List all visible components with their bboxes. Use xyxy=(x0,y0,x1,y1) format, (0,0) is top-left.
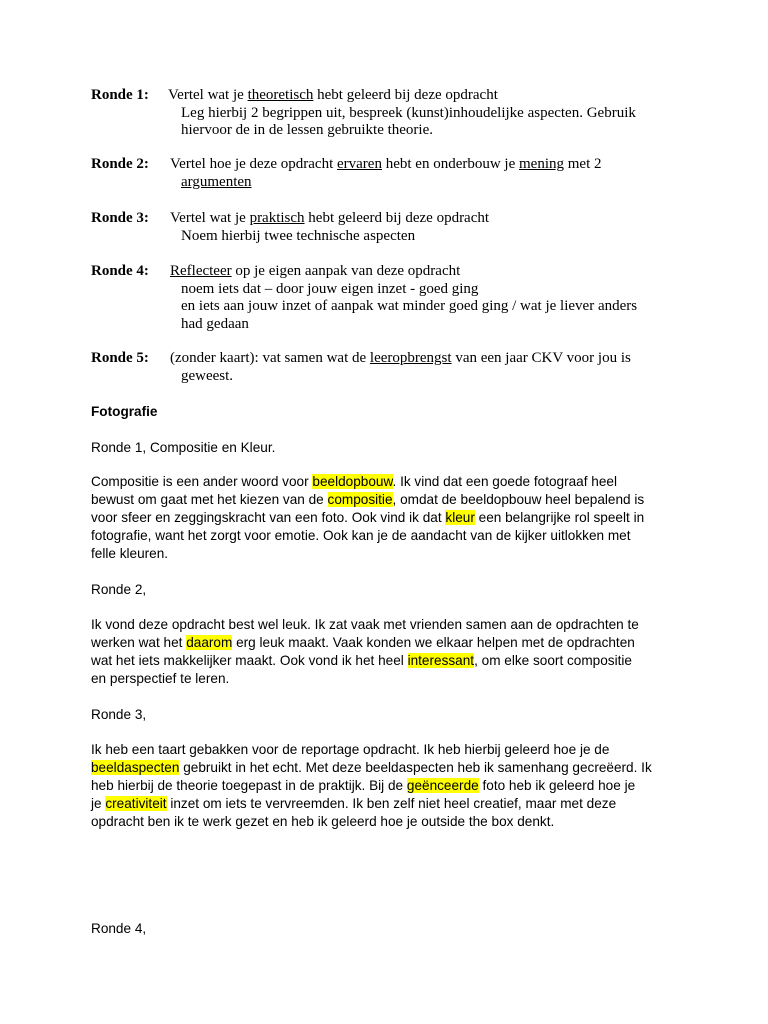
ronde-2-answer xyxy=(91,616,691,688)
ronde-description xyxy=(170,156,670,191)
highlighted-term: compositie xyxy=(327,492,393,507)
ronde-4-heading: Ronde 4, xyxy=(91,921,147,936)
ronde-1-heading: Ronde 1, Compositie en Kleur. xyxy=(91,440,276,455)
highlighted-term: geënceerde xyxy=(406,778,479,793)
ronde-label: Ronde 5: xyxy=(91,350,149,366)
answer-line: Ik vond deze opdracht best wel leuk. Ik zat vaak met vrienden samen aan de opdrachten te xyxy=(91,617,639,632)
answer-line: en perspectief te leren. xyxy=(91,671,230,686)
keyword: ervaren xyxy=(337,156,382,172)
ronde-1-block xyxy=(91,87,691,141)
ronde-line: Leg hierbij 2 begrippen uit, bespreek (kunst)inhoudelijke aspecten. Gebruik xyxy=(181,104,636,121)
ronde-line: en iets aan jouw inzet of aanpak wat minder goed ging / wat je liever anders xyxy=(181,298,638,314)
ronde-description xyxy=(170,350,670,385)
ronde-2-heading: Ronde 2, xyxy=(91,582,147,597)
ronde-label: Ronde 3: xyxy=(91,210,149,226)
answer-line: beeldaspecten gebruikt in het echt. Met deze beeldaspecten heb ik samenhang gecreëerd. Ik xyxy=(91,760,652,775)
ronde-description xyxy=(168,87,668,140)
keyword: argumenten xyxy=(181,173,252,190)
highlighted-term: beeldopbouw xyxy=(312,474,393,489)
ronde-line: noem iets dat – door jouw eigen inzet - goed ging xyxy=(181,280,479,297)
section-title: Fotografie xyxy=(91,404,158,419)
highlighted-term: daarom xyxy=(186,635,233,650)
ronde-line: Noem hierbij twee technische aspecten xyxy=(181,227,416,244)
ronde-line xyxy=(170,174,670,192)
keyword: Reflecteer xyxy=(170,263,232,279)
ronde-label: Ronde 2: xyxy=(91,156,149,172)
highlighted-term: creativiteit xyxy=(105,796,167,811)
answer-line: fotografie, want het zorgt voor emotie. Ook kan je de aandacht van de kijker uitlokken met xyxy=(91,528,631,543)
ronde-3-block xyxy=(91,210,691,246)
ronde-line: (zonder kaart): vat samen wat de leeropbrengst van een jaar CKV voor jou is xyxy=(170,350,631,366)
keyword: theoretisch xyxy=(247,87,314,103)
ronde-line: Vertel wat je theoretisch hebt geleerd bij deze opdracht xyxy=(168,87,498,103)
ronde-line: had gedaan xyxy=(181,315,249,332)
ronde-1-answer xyxy=(91,473,691,563)
ronde-line: Vertel hoe je deze opdracht ervaren hebt en onderbouw je mening met 2 xyxy=(170,156,602,172)
answer-line: werken wat het daarom erg leuk maakt. Vaak konden we elkaar helpen met de opdrachten xyxy=(91,635,635,650)
ronde-line: geweest. xyxy=(181,367,234,384)
ronde-5-block xyxy=(91,350,691,386)
answer-line: voor sfeer en zeggingskracht van een foto. Ook vind ik dat kleur een belangrijke rol speelt in xyxy=(91,510,645,525)
ronde-line: hiervoor de in de lessen gebruikte theorie. xyxy=(181,122,433,138)
answer-line: bewust om gaat met het kiezen van de compositie, omdat de beeldopbouw heel bepalend is xyxy=(91,492,645,507)
ronde-2-block xyxy=(91,156,691,192)
answer-line: wat het iets makkelijker maakt. Ook vond ik het heel interessant, om elke soort compositie xyxy=(91,653,632,668)
answer-line: Compositie is een ander woord voor beeldopbouw. Ik vind dat een goede fotograaf heel xyxy=(91,474,617,489)
answer-line: je creativiteit inzet om iets te vervreemden. Ik ben zelf niet heel creatief, maar met deze xyxy=(91,796,617,811)
answer-line: opdracht ben ik te werk gezet en heb ik geleerd hoe je outside the box denkt. xyxy=(91,814,555,829)
highlighted-term: kleur xyxy=(445,510,475,525)
ronde-4-block xyxy=(91,263,691,335)
answer-line: Ik heb een taart gebakken voor de reportage opdracht. Ik heb hierbij geleerd hoe je de xyxy=(91,742,610,757)
ronde-3-answer xyxy=(91,741,691,831)
keyword: leeropbrengst xyxy=(369,350,452,366)
keyword: praktisch xyxy=(249,210,305,226)
answer-line: heb hierbij de theorie toegepast in de praktijk. Bij de geënceerde foto heb ik geleerd hoe je xyxy=(91,778,636,793)
ronde-label: Ronde 4: xyxy=(91,263,149,279)
keyword: mening xyxy=(519,156,565,172)
ronde-description xyxy=(170,210,670,245)
highlighted-term: beeldaspecten xyxy=(91,760,180,775)
ronde-label: Ronde 1: xyxy=(91,87,149,103)
ronde-line: Reflecteer op je eigen aanpak van deze opdracht xyxy=(170,263,461,279)
ronde-description xyxy=(170,263,670,333)
answer-line: felle kleuren. xyxy=(91,546,169,561)
ronde-3-heading: Ronde 3, xyxy=(91,707,147,722)
ronde-line: Vertel wat je praktisch hebt geleerd bij deze opdracht xyxy=(170,210,490,226)
highlighted-term: interessant xyxy=(407,653,475,668)
